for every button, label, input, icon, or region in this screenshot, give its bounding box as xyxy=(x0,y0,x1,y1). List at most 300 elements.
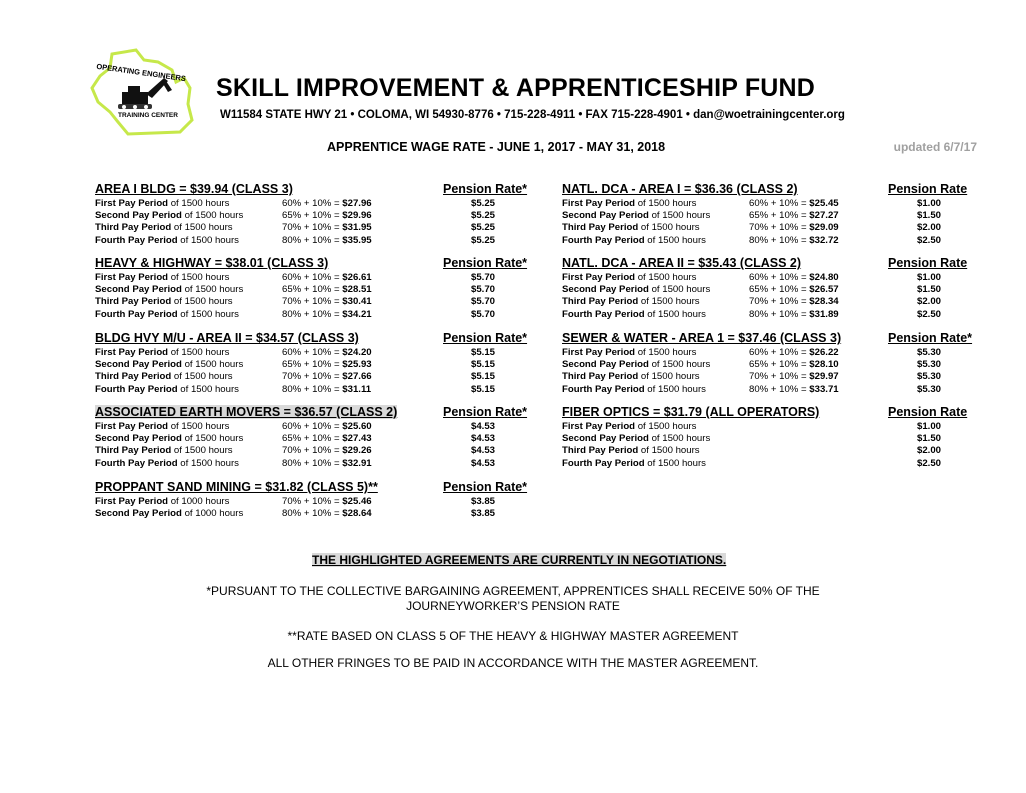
wage-formula: 70% + 10% = xyxy=(749,222,810,234)
wage-calculation xyxy=(282,235,372,246)
wage-section xyxy=(562,331,1022,396)
section-header xyxy=(562,331,1022,347)
wage-calculation xyxy=(749,296,839,307)
pay-period-label xyxy=(95,445,233,456)
wage-calculation xyxy=(282,347,372,358)
wage-formula: 70% + 10% = xyxy=(282,445,343,457)
pay-period-hours: of 1500 hours xyxy=(647,457,706,469)
pension-rate-header: Pension Rate xyxy=(888,405,968,419)
wage-amount: $29.09 xyxy=(809,222,839,234)
pay-period-hours: of 1500 hours xyxy=(184,284,244,296)
wage-calculation xyxy=(282,198,372,209)
wage-section xyxy=(95,331,555,396)
agreement-title: AREA I BLDG = $39.94 (CLASS 3) xyxy=(95,182,293,196)
pay-period-hours: of 1500 hours xyxy=(651,210,711,222)
pay-period-label xyxy=(95,458,239,469)
pay-period-hours: of 1500 hours xyxy=(651,359,711,371)
pay-period-name: First Pay Period xyxy=(95,421,169,432)
pay-period-label xyxy=(95,347,229,358)
wage-calculation xyxy=(749,222,839,233)
pension-rate-value: $5.25 xyxy=(470,222,495,234)
logo-text-bottom: TRAINING CENTER xyxy=(118,112,178,119)
agreement-title: NATL. DCA - AREA II = $35.43 (CLASS 2) xyxy=(562,256,802,270)
wage-formula: 60% + 10% = xyxy=(282,347,343,358)
pay-period-hours: of 1500 hours xyxy=(637,272,697,283)
pay-period-row xyxy=(95,210,555,222)
pay-period-name: First Pay Period xyxy=(562,421,636,432)
wage-amount: $33.71 xyxy=(809,383,839,395)
pension-rate-value: $2.00 xyxy=(916,445,941,457)
wage-calculation xyxy=(749,284,839,295)
negotiations-note: THE HIGHLIGHTED AGREEMENTS ARE CURRENTLY IN NEGOTIATIONS. xyxy=(312,553,727,567)
pay-period-name: Second Pay Period xyxy=(562,284,649,296)
pay-period-name: Second Pay Period xyxy=(95,210,182,222)
pension-rate-header: Pension Rate* xyxy=(443,331,528,345)
pay-period-row xyxy=(562,309,1022,321)
pay-period-label xyxy=(562,272,696,283)
pay-period-label xyxy=(562,284,710,295)
wage-calculation xyxy=(749,272,839,283)
pay-period-label xyxy=(95,272,229,283)
pension-rate-value: $4.53 xyxy=(470,457,495,469)
agreement-title: BLDG HVY M/U - AREA II = $34.57 (CLASS 3) xyxy=(95,331,359,345)
pay-period-row xyxy=(562,347,1022,359)
pay-period-label xyxy=(95,433,243,444)
wage-calculation xyxy=(282,359,372,370)
pay-period-row xyxy=(95,347,555,359)
wage-amount: $27.43 xyxy=(342,433,372,445)
pension-rate-value: $2.00 xyxy=(916,296,941,308)
wage-amount: $31.11 xyxy=(342,383,372,395)
wage-amount: $26.61 xyxy=(342,272,372,283)
wage-amount: $31.95 xyxy=(342,222,372,234)
updated-date: updated 6/7/17 xyxy=(893,140,977,154)
pay-period-row xyxy=(562,458,1022,470)
pay-period-name: Second Pay Period xyxy=(95,433,182,445)
pension-rate-value: $2.50 xyxy=(916,457,941,469)
agreement-title: ASSOCIATED EARTH MOVERS = $36.57 (CLASS 2) xyxy=(95,405,398,419)
pay-period-row xyxy=(95,359,555,371)
pay-period-row xyxy=(562,433,1022,445)
pay-period-hours: of 1500 hours xyxy=(173,222,233,234)
pay-period-name: First Pay Period xyxy=(95,198,169,209)
wage-amount: $25.93 xyxy=(342,359,372,371)
pay-period-label xyxy=(562,222,700,233)
fund-title: SKILL IMPROVEMENT & APPRENTICESHIP FUND xyxy=(216,74,816,102)
section-header xyxy=(95,405,555,421)
section-header xyxy=(95,480,555,496)
pay-period-hours: of 1500 hours xyxy=(640,445,700,457)
wage-calculation xyxy=(749,309,839,320)
wage-section xyxy=(562,256,1022,321)
pay-period-row xyxy=(562,284,1022,296)
wage-amount: $24.80 xyxy=(809,272,839,283)
wage-formula: 65% + 10% = xyxy=(749,210,810,222)
wage-calculation xyxy=(282,508,372,519)
wage-calculation xyxy=(282,433,372,444)
pay-period-label xyxy=(95,384,239,395)
pay-period-row xyxy=(562,272,1022,284)
wage-calculation xyxy=(282,445,372,456)
pay-period-name: First Pay Period xyxy=(562,198,636,209)
wage-calculation xyxy=(749,235,839,246)
pension-rate-value: $5.30 xyxy=(916,383,941,395)
pay-period-row xyxy=(95,296,555,308)
pension-rate-value: $4.53 xyxy=(470,445,495,457)
pay-period-label xyxy=(562,359,710,370)
wage-amount: $28.64 xyxy=(342,508,372,520)
pay-period-name: Fourth Pay Period xyxy=(562,234,645,246)
pay-period-label xyxy=(95,222,233,233)
pay-period-hours: of 1500 hours xyxy=(173,296,233,308)
pay-period-label xyxy=(562,384,706,395)
pay-period-row xyxy=(95,458,555,470)
wage-formula: 80% + 10% = xyxy=(282,234,343,246)
pay-period-hours: of 1000 hours xyxy=(170,496,230,507)
pension-rate-header: Pension Rate* xyxy=(443,405,528,419)
pay-period-row xyxy=(95,445,555,457)
agreement-title: FIBER OPTICS = $31.79 (ALL OPERATORS) xyxy=(562,405,820,419)
wisconsin-map-icon xyxy=(88,48,200,136)
pension-rate-value: $5.30 xyxy=(916,359,941,371)
pension-rate-header: Pension Rate* xyxy=(443,480,528,494)
wage-calculation xyxy=(749,371,839,382)
pay-period-name: Third Pay Period xyxy=(562,296,639,308)
pay-period-label xyxy=(95,309,239,320)
pay-period-name: First Pay Period xyxy=(562,272,636,283)
wage-calculation xyxy=(282,458,372,469)
pay-period-row xyxy=(95,198,555,210)
pay-period-hours: of 1500 hours xyxy=(647,383,706,395)
pay-period-name: Fourth Pay Period xyxy=(95,383,178,395)
pay-period-row xyxy=(95,284,555,296)
pay-period-row xyxy=(562,235,1022,247)
wage-calculation xyxy=(282,384,371,395)
section-header xyxy=(95,256,555,272)
pay-period-hours: of 1500 hours xyxy=(637,421,697,432)
pay-period-label xyxy=(95,210,243,221)
pension-rate-value: $5.30 xyxy=(916,371,941,383)
pension-rate-header: Pension Rate* xyxy=(888,331,973,345)
pay-period-row xyxy=(95,384,555,396)
wage-amount: $27.96 xyxy=(342,198,372,209)
pay-period-name: Fourth Pay Period xyxy=(95,234,178,246)
pay-period-row xyxy=(95,421,555,433)
wage-section xyxy=(562,405,1022,470)
pension-rate-value: $5.15 xyxy=(470,383,495,395)
wage-formula: 80% + 10% = xyxy=(749,383,810,395)
agreement-title: HEAVY & HIGHWAY = $38.01 (CLASS 3) xyxy=(95,256,329,270)
wage-calculation xyxy=(282,296,372,307)
pension-rate-value: $5.25 xyxy=(470,210,495,222)
pay-period-label xyxy=(562,433,710,444)
pay-period-hours: of 1500 hours xyxy=(651,433,711,445)
wage-calculation xyxy=(282,222,372,233)
pension-rate-header: Pension Rate xyxy=(888,182,968,196)
training-center-logo xyxy=(88,48,200,136)
pay-period-row xyxy=(95,272,555,284)
pension-rate-value: $5.15 xyxy=(470,359,495,371)
wage-section xyxy=(562,182,1022,247)
pay-period-hours: of 1500 hours xyxy=(180,383,239,395)
pay-period-row xyxy=(562,371,1022,383)
pay-period-name: Second Pay Period xyxy=(562,210,649,222)
pay-period-hours: of 1500 hours xyxy=(170,272,230,283)
pay-period-label xyxy=(95,359,243,370)
wage-amount: $32.72 xyxy=(809,234,839,246)
pay-period-hours: of 1500 hours xyxy=(170,421,230,432)
pay-period-label xyxy=(95,508,243,519)
pay-period-row xyxy=(95,508,555,520)
wage-formula: 65% + 10% = xyxy=(749,359,810,371)
logo-text-top: OPERATING ENGINEERS xyxy=(95,61,187,84)
pension-rate-value: $2.50 xyxy=(916,308,941,320)
agreement-title: NATL. DCA - AREA I = $36.36 (CLASS 2) xyxy=(562,182,798,196)
pay-period-label xyxy=(562,210,710,221)
pension-rate-value: $5.30 xyxy=(916,347,941,358)
wage-calculation xyxy=(749,347,839,358)
pay-period-name: Third Pay Period xyxy=(562,222,639,234)
wage-amount: $32.91 xyxy=(342,457,372,469)
wage-formula: 60% + 10% = xyxy=(749,272,810,283)
pursuant-note-line2: JOURNEYWORKER’S PENSION RATE xyxy=(406,599,620,613)
pay-period-label xyxy=(95,198,229,209)
agreement-title: SEWER & WATER - AREA 1 = $37.46 (CLASS 3) xyxy=(562,331,842,345)
pay-period-row xyxy=(562,384,1022,396)
pay-period-name: Third Pay Period xyxy=(95,222,172,234)
pension-rate-value: $4.53 xyxy=(470,433,495,445)
pay-period-hours: of 1500 hours xyxy=(647,308,706,320)
pay-period-label xyxy=(562,347,696,358)
pension-rate-value: $5.70 xyxy=(470,284,495,296)
pension-rate-value: $5.15 xyxy=(470,371,495,383)
wage-formula: 60% + 10% = xyxy=(282,272,343,283)
pay-period-label xyxy=(95,421,229,432)
wage-calculation xyxy=(282,272,372,283)
pay-period-row xyxy=(95,371,555,383)
wage-amount: $27.66 xyxy=(342,371,372,383)
wage-formula: 70% + 10% = xyxy=(282,371,343,383)
pension-rate-value: $1.00 xyxy=(916,198,941,209)
pay-period-row xyxy=(562,210,1022,222)
pension-rate-value: $2.50 xyxy=(916,234,941,246)
pursuant-note-line1: *PURSUANT TO THE COLLECTIVE BARGAINING AGREEMENT, APPRENTICES SHALL RECEIVE 50% OF THE xyxy=(206,584,820,598)
wage-amount: $29.97 xyxy=(809,371,839,383)
section-header xyxy=(95,331,555,347)
pay-period-label xyxy=(562,458,706,469)
pension-rate-value: $1.50 xyxy=(916,284,941,296)
wage-amount: $26.22 xyxy=(809,347,839,358)
wage-amount: $25.60 xyxy=(342,421,372,432)
pay-period-name: Third Pay Period xyxy=(95,371,172,383)
pay-period-name: Fourth Pay Period xyxy=(95,457,178,469)
pay-period-name: Second Pay Period xyxy=(95,508,182,520)
pension-rate-header: Pension Rate xyxy=(888,256,968,270)
pension-rate-value: $1.50 xyxy=(916,210,941,222)
pay-period-row xyxy=(562,296,1022,308)
wage-formula: 70% + 10% = xyxy=(282,296,343,308)
wage-formula: 60% + 10% = xyxy=(282,421,343,432)
wage-formula: 80% + 10% = xyxy=(282,508,343,520)
pay-period-hours: of 1500 hours xyxy=(651,284,711,296)
pension-rate-value: $1.00 xyxy=(916,421,941,432)
pay-period-name: First Pay Period xyxy=(95,347,169,358)
wage-calculation xyxy=(749,359,839,370)
pension-rate-value: $2.00 xyxy=(916,222,941,234)
wage-formula: 80% + 10% = xyxy=(282,383,343,395)
pay-period-hours: of 1000 hours xyxy=(184,508,244,520)
wage-amount: $29.26 xyxy=(342,445,372,457)
pay-period-hours: of 1500 hours xyxy=(180,457,239,469)
section-header xyxy=(562,182,1022,198)
wage-calculation xyxy=(282,421,372,432)
pay-period-label xyxy=(562,235,706,246)
pay-period-hours: of 1500 hours xyxy=(637,198,697,209)
wage-formula: 70% + 10% = xyxy=(749,296,810,308)
wage-section xyxy=(95,256,555,321)
pension-rate-value: $5.70 xyxy=(470,296,495,308)
wage-formula: 80% + 10% = xyxy=(282,308,343,320)
wage-formula: 80% + 10% = xyxy=(749,308,810,320)
pay-period-label xyxy=(95,235,239,246)
wage-section xyxy=(95,182,555,247)
section-header xyxy=(562,405,1022,421)
pay-period-hours: of 1500 hours xyxy=(640,222,700,234)
pay-period-hours: of 1500 hours xyxy=(170,198,230,209)
pay-period-label xyxy=(562,371,700,382)
pay-period-name: Fourth Pay Period xyxy=(562,457,645,469)
wage-calculation xyxy=(282,496,372,507)
wage-amount: $24.20 xyxy=(342,347,372,358)
pay-period-label xyxy=(562,309,706,320)
pay-period-label xyxy=(95,371,233,382)
pay-period-row xyxy=(95,496,555,508)
wage-formula: 70% + 10% = xyxy=(282,496,343,507)
pension-rate-value: $1.00 xyxy=(916,272,941,283)
pay-period-name: Fourth Pay Period xyxy=(95,308,178,320)
wage-section xyxy=(95,405,555,470)
pay-period-name: Second Pay Period xyxy=(95,284,182,296)
pay-period-row xyxy=(95,235,555,247)
wage-amount: $25.45 xyxy=(809,198,839,209)
wage-amount: $29.96 xyxy=(342,210,372,222)
pension-rate-value: $1.50 xyxy=(916,433,941,445)
pay-period-label xyxy=(95,296,233,307)
pay-period-row xyxy=(95,433,555,445)
pay-period-label xyxy=(562,198,696,209)
wage-amount: $27.27 xyxy=(809,210,839,222)
wage-formula: 80% + 10% = xyxy=(282,457,343,469)
wage-rate-title: APPRENTICE WAGE RATE - JUNE 1, 2017 - MAY 31, 2018 xyxy=(327,140,666,154)
wage-calculation xyxy=(282,284,372,295)
pay-period-name: First Pay Period xyxy=(95,272,169,283)
pay-period-hours: of 1500 hours xyxy=(637,347,697,358)
agreement-title: PROPPANT SAND MINING = $31.82 (CLASS 5)** xyxy=(95,480,378,494)
pay-period-label xyxy=(95,284,243,295)
pay-period-row xyxy=(562,222,1022,234)
pay-period-hours: of 1500 hours xyxy=(184,210,244,222)
pay-period-name: Fourth Pay Period xyxy=(562,308,645,320)
wage-formula: 80% + 10% = xyxy=(749,234,810,246)
pension-rate-header: Pension Rate* xyxy=(443,256,528,270)
wage-formula: 65% + 10% = xyxy=(282,359,343,371)
pay-period-hours: of 1500 hours xyxy=(184,359,244,371)
wage-formula: 65% + 10% = xyxy=(282,433,343,445)
pay-period-hours: of 1500 hours xyxy=(640,371,700,383)
wage-amount: $35.95 xyxy=(342,234,372,246)
wage-formula: 65% + 10% = xyxy=(749,284,810,296)
pension-rate-value: $5.15 xyxy=(470,347,495,358)
pay-period-row xyxy=(95,222,555,234)
wage-amount: $28.51 xyxy=(342,284,372,296)
pension-rate-value: $3.85 xyxy=(470,508,495,520)
wage-amount: $28.34 xyxy=(809,296,839,308)
wage-formula: 65% + 10% = xyxy=(282,210,343,222)
wage-formula: 60% + 10% = xyxy=(749,347,810,358)
pay-period-row xyxy=(562,445,1022,457)
pay-period-name: Second Pay Period xyxy=(562,433,649,445)
pay-period-name: Second Pay Period xyxy=(95,359,182,371)
rate-based-note: **RATE BASED ON CLASS 5 OF THE HEAVY & HIGHWAY MASTER AGREEMENT xyxy=(287,629,739,643)
pay-period-name: Third Pay Period xyxy=(562,371,639,383)
fund-address: W11584 STATE HWY 21 • COLOMA, WI 54930-8776 • 715-228-4911 • FAX 715-228-4901 • dan@woetrainingcenter.org xyxy=(220,109,845,121)
wage-amount: $34.21 xyxy=(342,308,372,320)
pay-period-name: Third Pay Period xyxy=(95,296,172,308)
pay-period-name: Third Pay Period xyxy=(95,445,172,457)
other-fringes-note: ALL OTHER FRINGES TO BE PAID IN ACCORDANCE WITH THE MASTER AGREEMENT. xyxy=(267,656,759,670)
section-header xyxy=(95,182,555,198)
pay-period-name: Second Pay Period xyxy=(562,359,649,371)
wage-formula: 60% + 10% = xyxy=(282,198,343,209)
pension-rate-value: $4.53 xyxy=(470,421,495,432)
wage-formula: 70% + 10% = xyxy=(749,371,810,383)
wage-formula: 60% + 10% = xyxy=(749,198,810,209)
pay-period-name: First Pay Period xyxy=(562,347,636,358)
wage-amount: $25.46 xyxy=(342,496,372,507)
wage-amount: $30.41 xyxy=(342,296,372,308)
pay-period-label xyxy=(562,296,700,307)
pension-rate-value: $5.70 xyxy=(470,308,495,320)
wage-calculation xyxy=(282,309,372,320)
wage-calculation xyxy=(282,210,372,221)
section-header xyxy=(562,256,1022,272)
pay-period-row xyxy=(562,359,1022,371)
wage-amount: $28.10 xyxy=(809,359,839,371)
pay-period-hours: of 1500 hours xyxy=(640,296,700,308)
wage-section xyxy=(95,480,555,520)
wage-formula: 65% + 10% = xyxy=(282,284,343,296)
pay-period-hours: of 1500 hours xyxy=(184,433,244,445)
pension-rate-value: $3.85 xyxy=(470,496,495,507)
pay-period-name: First Pay Period xyxy=(95,496,169,507)
pension-rate-value: $5.70 xyxy=(470,272,495,283)
pay-period-row xyxy=(562,198,1022,210)
pay-period-hours: of 1500 hours xyxy=(173,445,233,457)
pay-period-hours: of 1500 hours xyxy=(173,371,233,383)
pay-period-row xyxy=(562,421,1022,433)
wage-calculation xyxy=(749,198,839,209)
wage-amount: $26.57 xyxy=(809,284,839,296)
wage-amount: $31.89 xyxy=(809,308,839,320)
pension-rate-header: Pension Rate* xyxy=(443,182,528,196)
pay-period-hours: of 1500 hours xyxy=(180,234,239,246)
pay-period-label xyxy=(562,445,700,456)
pay-period-row xyxy=(95,309,555,321)
wage-calculation xyxy=(282,371,372,382)
pay-period-hours: of 1500 hours xyxy=(647,234,706,246)
wage-calculation xyxy=(749,384,839,395)
wage-calculation xyxy=(749,210,839,221)
